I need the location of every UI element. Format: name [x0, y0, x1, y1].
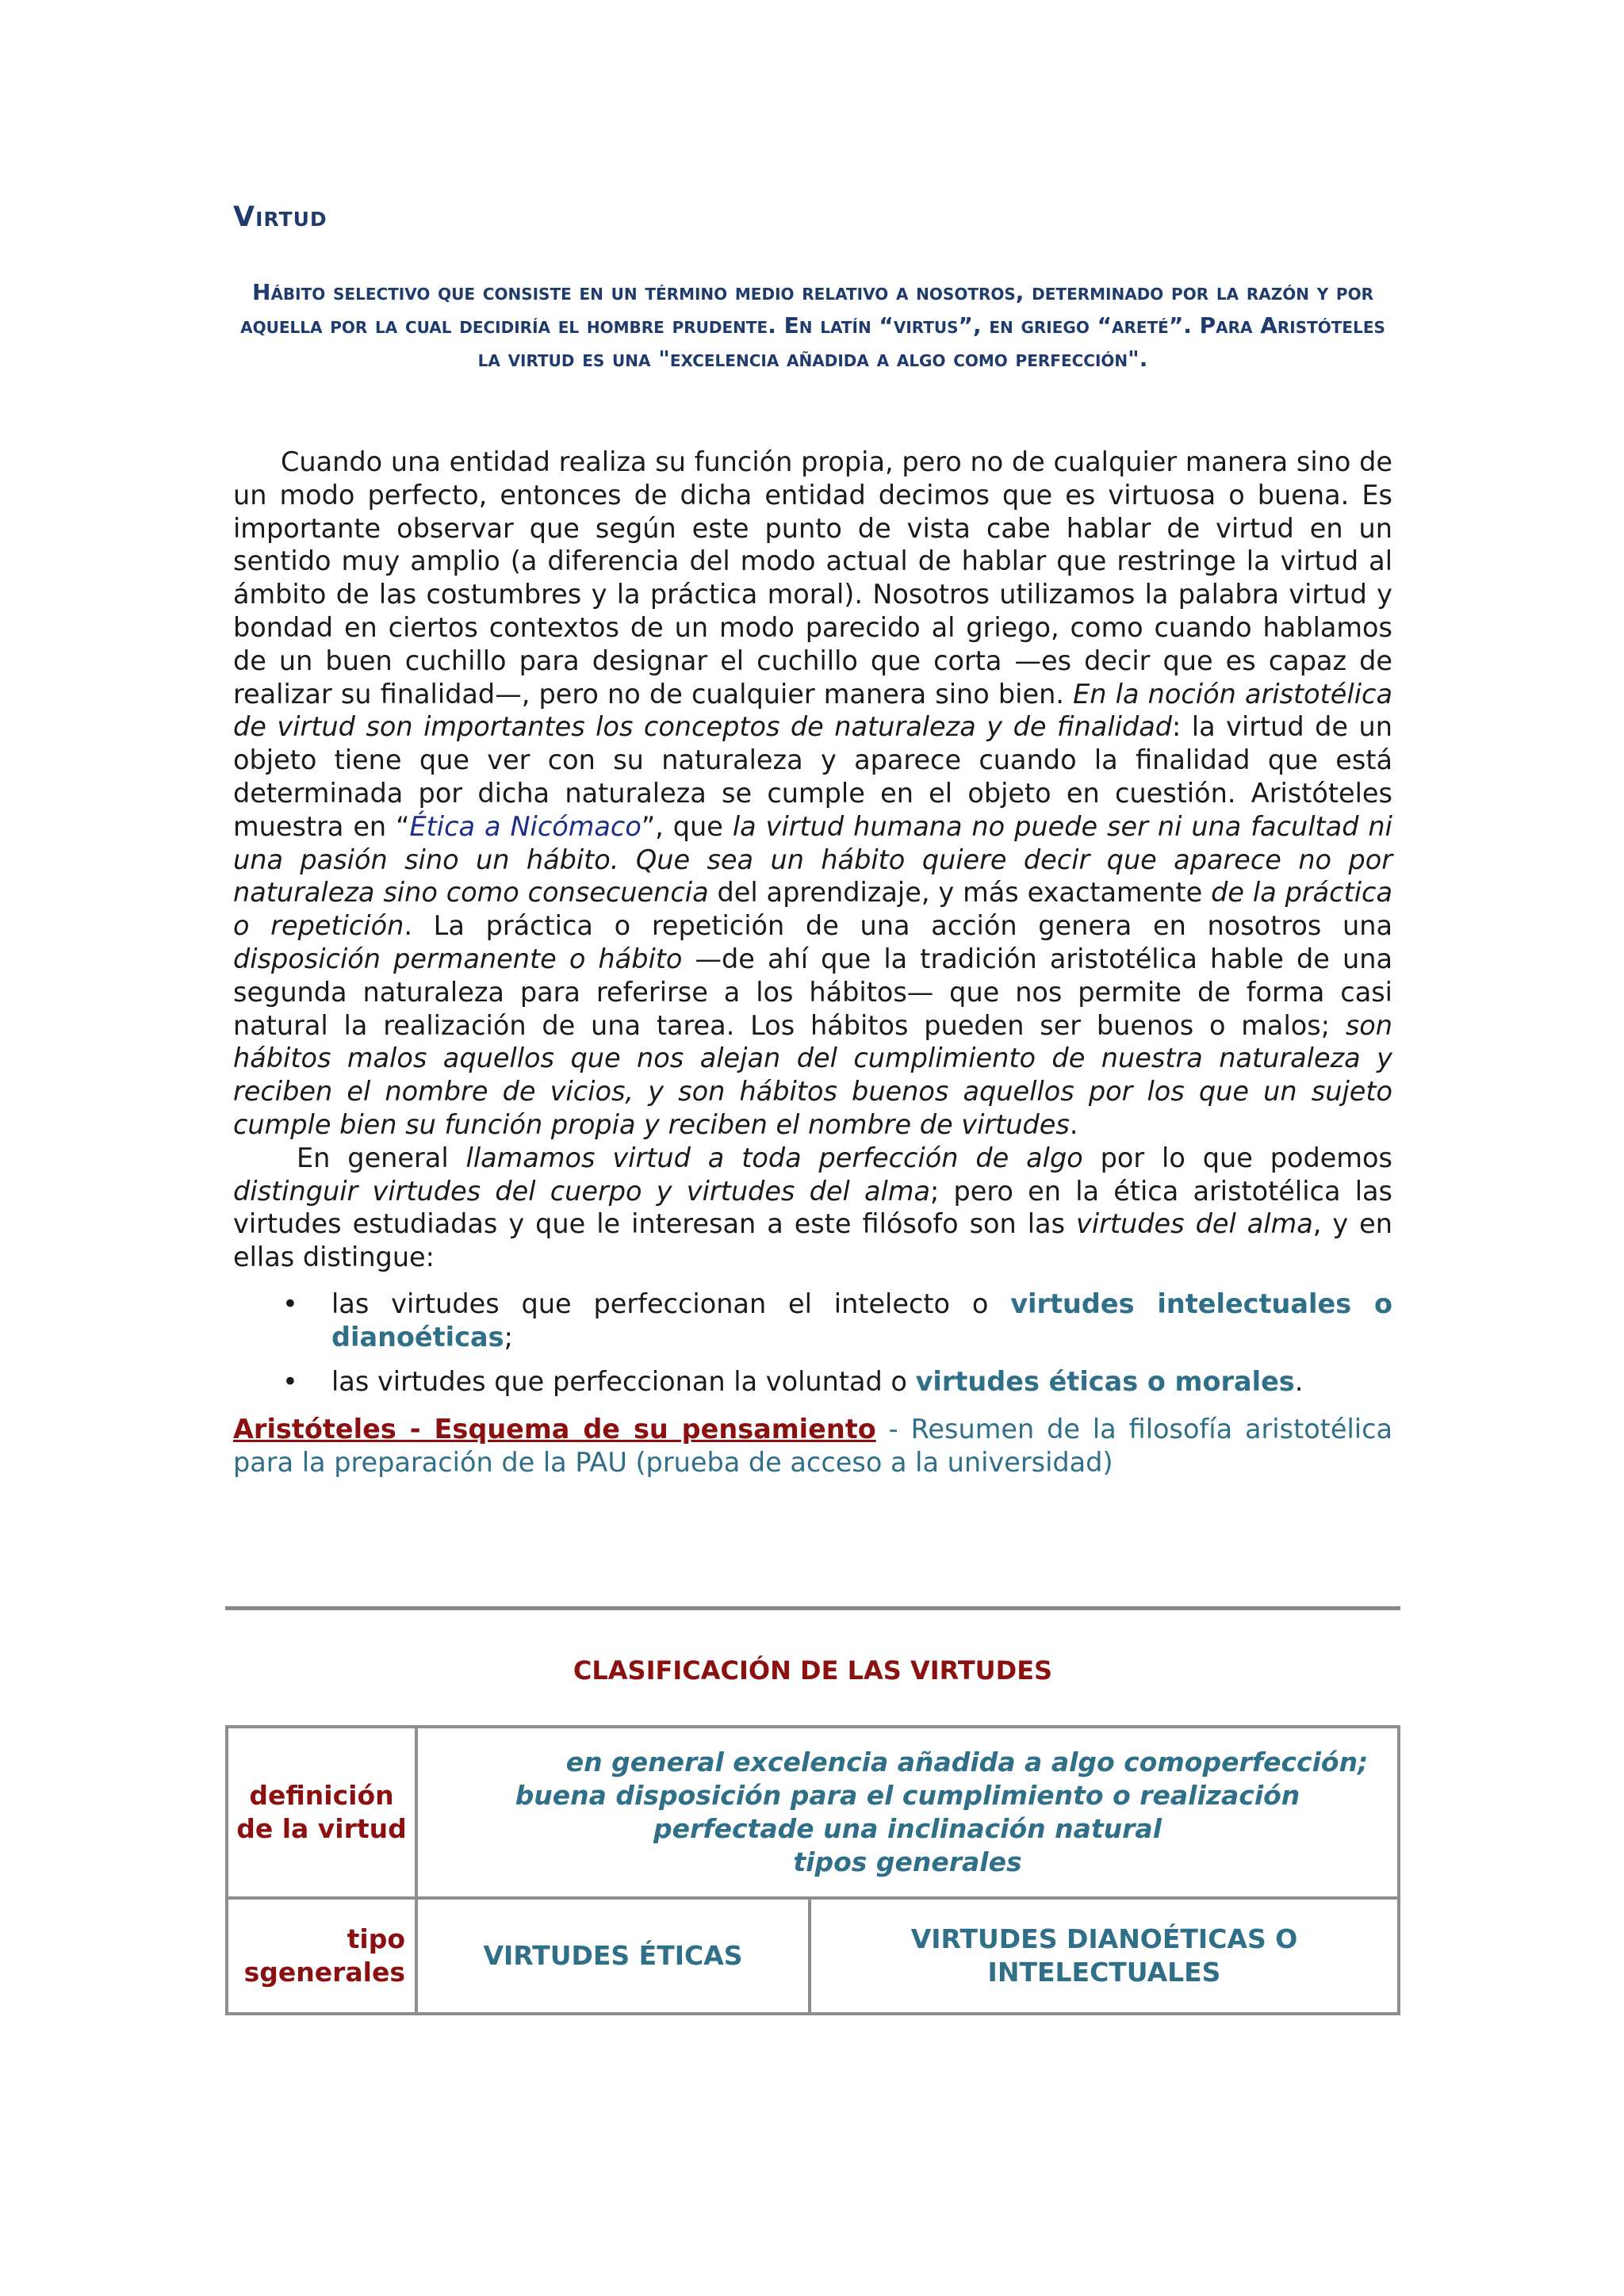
types-label-cell: tipo sgenerales: [227, 1898, 416, 2014]
list-item: • las virtudes que perfeccionan el intelecto o virtudes intelectuales o dianoéticas;: [282, 1288, 1392, 1353]
definition-summary: Hábito selectivo que consiste en un término medio relativo a nosotros, determinado por la razón y por aquella por la cual decidiría el hombre prudente. En latín “virtus”, en griego “areté”. Para Aristóteles la virtud es una "excelencia añadida a algo como perfección".: [240, 279, 1385, 372]
divider: [225, 1606, 1400, 1610]
table-row: [227, 1727, 1399, 1898]
bullet-icon: •: [282, 1366, 298, 1397]
paragraph-1: Cuando una entidad realiza su función propia, pero no de cualquier manera sino de un modo perfecto, entonces de dicha entidad decimos que es virtuosa o buena. Es importante observar que según este punto de vista cabe hablar de virtud en un sentido muy amplio (a diferencia del modo actual de hablar que restringe la virtud al ámbito de las costumbres y la práctica moral). Nosotros utilizamos la palabra virtud y bondad en ciertos contextos de un modo parecido al griego, como cuando hablamos de un buen cuchillo para designar el cuchillo que corta —es decir que es capaz de realizar su finalidad—, pero no de cualquier manera sino bien. En la noción aristotélica de virtud son importantes los conceptos de naturaleza y de finalidad: la virtud de un objeto tiene que ver con su naturaleza y aparece cuando la finalidad que está determinada por dicha naturaleza se cumple en el objeto en cuestión. Aristóteles muestra en “Ética a Nicómaco”, que la virtud humana no puede ser ni una facultad ni una pasión sino un hábito. Que sea un hábito quiere decir que aparece no por naturaleza sino como consecuencia del aprendizaje, y más exactamente de la práctica o repetición. La práctica o repetición de una acción genera en nosotros una disposición permanente o hábito —de ahí que la tradición aristotélica hable de una segunda naturaleza para referirse a los hábitos— que nos permite de forma casi natural la realización de una tarea. Los hábitos pueden ser buenos o malos; son hábitos malos aquellos que nos alejan del cumplimiento de nuestra naturaleza y reciben el nombre de vicios, y son hábitos buenos aquellos por los que un sujeto cumple bien su función propia y reciben el nombre de virtudes.: [233, 446, 1392, 1140]
reference-line: Aristóteles - Esquema de su pensamiento - Resumen de la filosofía aristotélica para la preparación de la PAU (prueba de acceso a la universidad): [233, 1414, 1393, 1478]
list-item: • las virtudes que perfeccionan la voluntad o virtudes éticas o morales.: [282, 1366, 1304, 1397]
definition-label-cell: definición de la virtud: [227, 1727, 416, 1898]
table-row: [227, 1898, 1399, 2014]
body-text: [233, 446, 1392, 1274]
virtue-types-list: [233, 1288, 1392, 1410]
classification-title: CLASIFICACIÓN DE LAS VIRTUDES: [573, 1655, 1053, 1686]
ethical-virtues-cell: VIRTUDES ÉTICAS: [416, 1898, 810, 2014]
etica-nicomaco-link[interactable]: Ética a Nicómaco: [409, 810, 642, 842]
page-title: Virtud: [233, 201, 327, 233]
paragraph-2: En general llamamos virtud a toda perfección de algo por lo que podemos distinguir virtudes del cuerpo y virtudes del alma; pero en la ética aristotélica las virtudes estudiadas y que le interesan a este filósofo son las virtudes del alma, y en ellas distingue:: [233, 1142, 1393, 1273]
aristoteles-esquema-link[interactable]: Aristóteles - Esquema de su pensamiento: [233, 1414, 876, 1445]
dianoetic-virtues-cell: VIRTUDES DIANOÉTICAS O INTELECTUALES: [810, 1898, 1399, 2014]
classification-table: [225, 1725, 1400, 2015]
bullet-icon: •: [282, 1288, 298, 1319]
definition-value-cell: en general excelencia añadida a algo comoperfección; buena disposición para el cumplimiento o realización perfectade una inclinación natural tipos generales: [416, 1727, 1399, 1898]
